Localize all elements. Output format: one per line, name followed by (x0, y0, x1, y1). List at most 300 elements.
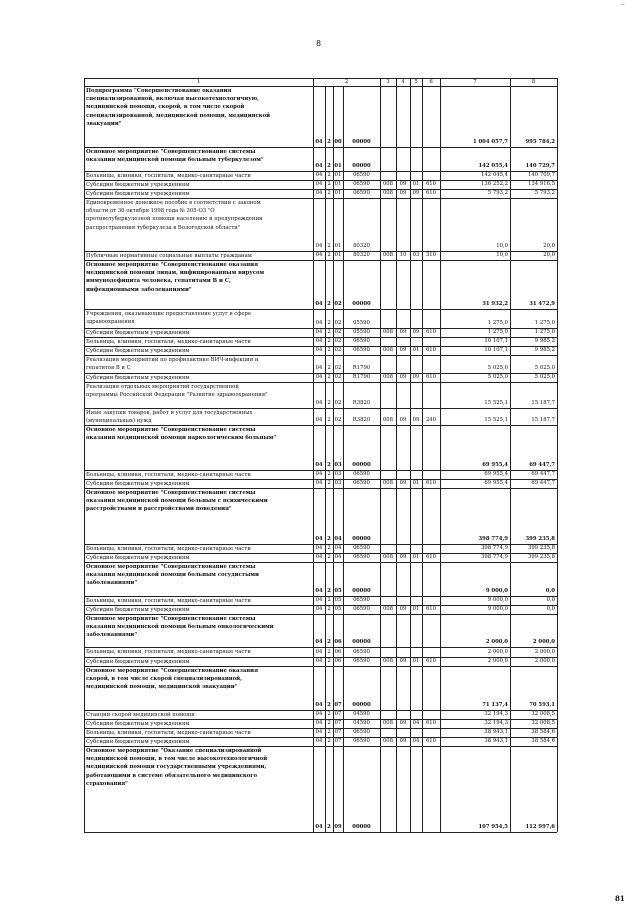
code-part: 04590 (353, 720, 370, 726)
code-part: 2 (327, 243, 331, 249)
classifier-cell: 310 (425, 252, 437, 258)
classifier-cell: 008 (382, 190, 394, 196)
header-cell: 1 (196, 79, 201, 85)
code-part: 04 (315, 702, 323, 708)
grid-line-v (325, 710, 326, 719)
code-part: 06590 (353, 729, 370, 735)
grid-line-v (325, 666, 326, 710)
code-part: 06590 (353, 471, 370, 477)
grid-line-v (325, 309, 326, 328)
amount-2024: 1 275,0 (534, 329, 555, 335)
row-name: Субсидии бюджетным учреждениям (86, 659, 190, 665)
classifier-cell: 008 (382, 347, 394, 353)
code-part: 00000 (352, 824, 371, 830)
grid-line-v (325, 544, 326, 553)
classifier-cell: 610 (425, 658, 437, 664)
code-part: R3820 (352, 400, 371, 406)
amount-2024: 32 008,5 (531, 711, 555, 717)
code-part: 2 (327, 720, 331, 726)
grid-line-v (333, 382, 334, 408)
amount-2023: 107 954,5 (478, 824, 508, 830)
code-part: 2 (327, 301, 331, 307)
grid-line-v (325, 382, 326, 408)
classifier-cell: 09 (412, 190, 420, 196)
classifier-cell: 04 (412, 738, 420, 744)
grid-line-v (325, 737, 326, 746)
grid-line-v (325, 562, 326, 596)
row-name: Субсидии бюджетным учреждениям (86, 607, 190, 613)
code-part: 00000 (352, 301, 371, 307)
row-name: Учреждения, оказывающие предоставление услуг в сфере здравоохранения (86, 311, 252, 326)
code-part: 2 (327, 139, 331, 145)
grid-line-v (333, 189, 334, 198)
amount-2023: 69 955,4 (484, 471, 508, 477)
grid-line-v (343, 728, 344, 737)
amount-2024: 32 008,5 (531, 720, 555, 726)
row-name: Больницы, клиники, госпитали, медико-санитарные части (86, 173, 251, 179)
row-name: Основное мероприятие "Оказание специализированной медицинской помощи, в том числе высокотехнологичной медицинской помощи государственными учреждениями, работающими в системе обязательного медицинского страхования" (86, 748, 268, 787)
grid-line-v (325, 198, 326, 251)
grid-line-v (343, 86, 344, 147)
code-part: 2 (327, 658, 331, 664)
code-part: 04 (315, 252, 323, 258)
row-name: Больницы, клиники, госпитали, медико-санитарные части (86, 598, 251, 604)
code-part: 2 (327, 374, 331, 380)
amount-2024: 0,0 (545, 588, 555, 594)
classifier-cell: 008 (382, 720, 394, 726)
grid-line-v (343, 328, 344, 337)
grid-line-v (333, 614, 334, 647)
code-part: 06590 (353, 606, 370, 612)
grid-line-v (333, 328, 334, 337)
edge-mark-bottom: 81 (615, 894, 625, 903)
grid-line-v (325, 425, 326, 470)
grid-line-v (343, 171, 344, 180)
code-part: 00000 (352, 536, 371, 542)
budget-table (84, 78, 557, 832)
code-part: 02 (334, 329, 342, 335)
code-part: 2 (327, 163, 331, 169)
code-part: 04 (315, 639, 323, 645)
code-part: 2 (327, 338, 331, 344)
classifier-cell: 008 (382, 658, 394, 664)
classifier-cell: 09 (412, 417, 420, 423)
grid-line-v (343, 147, 344, 171)
grid-line-v (333, 470, 334, 479)
code-part: 2 (327, 400, 331, 406)
code-part: 04 (315, 347, 323, 353)
grid-line-v (343, 737, 344, 746)
code-part: 06590 (353, 347, 370, 353)
code-part: 04 (315, 649, 323, 655)
row-name: Больницы, клиники, госпитали, медико-санитарные части (86, 339, 251, 345)
row-name: Основное мероприятие "Совершенствование системы оказания медицинской помощи больным онкологическими заболеваниями" (86, 616, 274, 639)
row-name: Субсидии бюджетным учреждениям (86, 182, 190, 188)
classifier-cell: 008 (382, 606, 394, 612)
amount-2023: 1 004 057,7 (472, 139, 508, 145)
code-part: 06590 (353, 172, 370, 178)
grid-line-v (333, 309, 334, 328)
row-name: Больницы, клиники, госпитали, медико-санитарные части (86, 546, 251, 552)
header-cell: 4 (401, 79, 405, 85)
classifier-cell: 008 (382, 738, 394, 744)
code-part: 2 (327, 711, 331, 717)
code-part: 07 (334, 738, 342, 744)
grid-line-v (325, 605, 326, 614)
row-name: Основное мероприятие "Совершенствование оказания медицинской помощи лицам, инфицированным вирусом иммунодефицита человека, гепатитами В и С, инфекционными заболеваниями" (86, 262, 265, 293)
grid-line-v (343, 425, 344, 470)
code-part: 02 (334, 301, 342, 307)
grid-line-v (325, 337, 326, 346)
grid-line-v (343, 488, 344, 544)
code-part: 04 (315, 417, 323, 423)
amount-2024: 1 275,0 (534, 320, 555, 326)
code-part: 03 (334, 471, 342, 477)
code-part: 05590 (353, 320, 370, 326)
code-part: 00000 (352, 588, 371, 594)
classifier-cell: 09 (399, 181, 407, 187)
classifier-cell: 10 (399, 252, 407, 258)
amount-2024: 140 729,7 (525, 163, 555, 169)
classifier-cell: 008 (382, 480, 394, 486)
code-part: 06590 (353, 597, 370, 603)
code-part: 80320 (353, 252, 370, 258)
amount-2024: 140 709,7 (528, 172, 555, 178)
classifier-cell: 09 (399, 658, 407, 664)
classifier-cell: 09 (399, 347, 407, 353)
grid-line-v (343, 553, 344, 562)
code-part: 07 (334, 711, 342, 717)
grid-line-v (333, 355, 334, 373)
amount-2024: 399 235,8 (528, 554, 555, 560)
header-cell: 7 (473, 79, 477, 85)
grid-line-v (343, 710, 344, 719)
row-name: Основное мероприятие "Совершенствование системы оказания медицинской помощи больным с психическими расстройствами и расстройствами поведения" (86, 490, 268, 513)
grid-line-v (333, 198, 334, 251)
amount-2023: 10,0 (496, 243, 508, 249)
code-part: 04 (315, 301, 323, 307)
amount-2023: 32 194,3 (484, 720, 508, 726)
grid-line-v (333, 425, 334, 470)
classifier-cell: 610 (425, 374, 437, 380)
row-name: Субсидии бюджетным учреждениям (86, 330, 190, 336)
amount-2024: 399 235,8 (525, 536, 555, 542)
code-part: 06590 (353, 338, 370, 344)
code-part: 06590 (353, 190, 370, 196)
header-cell: 5 (414, 79, 418, 85)
code-part: 02 (334, 417, 342, 423)
grid-line-v (333, 710, 334, 719)
grid-line-v (343, 408, 344, 425)
classifier-cell: 610 (425, 181, 437, 187)
amount-2024: 38 584,6 (531, 738, 555, 744)
header-cell: 3 (386, 79, 390, 85)
grid-line-v (325, 260, 326, 309)
grid-line-v (325, 657, 326, 666)
grid-line-v (333, 488, 334, 544)
grid-line-h (84, 832, 557, 833)
classifier-cell: 01 (412, 658, 420, 664)
amount-2024: 69 447,7 (529, 462, 555, 468)
code-part: R1790 (352, 374, 371, 380)
code-part: 06590 (353, 181, 370, 187)
row-name: Публичные нормативные социальные выплаты гражданам (86, 253, 252, 259)
row-name: Основное мероприятие "Совершенствование оказания скорой, в том числе скорой специализированной, медицинской помощи, медицинской эвакуации" (86, 668, 258, 691)
code-part: 2 (327, 606, 331, 612)
code-part: 2 (327, 320, 331, 326)
classifier-cell: 09 (412, 374, 420, 380)
code-part: 04 (315, 139, 323, 145)
code-part: 2 (327, 824, 331, 830)
classifier-cell: 01 (412, 606, 420, 612)
code-part: 06 (334, 639, 342, 645)
grid-line-v (343, 346, 344, 355)
row-name: Больницы, клиники, госпитали, медико-санитарные части (86, 472, 251, 478)
grid-line-v (325, 596, 326, 605)
row-name: Основное мероприятие "Совершенствование системы оказания медицинской помощи больным сосудистыми заболеваниями" (86, 564, 259, 587)
code-part: 02 (334, 365, 342, 371)
row-name: Реализация мероприятий по профилактике ВИЧ-инфекции и гепатитов В и С (86, 357, 259, 372)
code-part: 00000 (352, 702, 371, 708)
grid-line-v (343, 614, 344, 647)
grid-line-v (333, 596, 334, 605)
grid-line-v (333, 719, 334, 728)
row-name: Субсидии бюджетным учреждениям (86, 481, 190, 487)
amount-2024: 112 997,6 (525, 824, 555, 830)
code-part: 02 (334, 374, 342, 380)
grid-line-v (325, 614, 326, 647)
code-part: 2 (327, 545, 331, 551)
grid-line-v (343, 647, 344, 657)
grid-line-v (333, 666, 334, 710)
grid-line-v (333, 544, 334, 553)
grid-line-v (333, 346, 334, 355)
classifier-cell: 01 (412, 554, 420, 560)
grid-line-v (343, 479, 344, 488)
code-part: 00000 (352, 163, 371, 169)
amount-2024: 2 000,0 (534, 658, 555, 664)
amount-2023: 2 000,0 (485, 639, 508, 645)
grid-line-v (84, 78, 85, 832)
code-part: 04 (315, 536, 323, 542)
amount-2024: 20,0 (543, 252, 555, 258)
code-part: 2 (327, 536, 331, 542)
code-part: 01 (334, 252, 342, 258)
code-part: R1790 (352, 365, 371, 371)
amount-2024: 70 593,1 (529, 702, 555, 708)
grid-line-v (325, 147, 326, 171)
code-part: 2 (327, 172, 331, 178)
grid-line-v (343, 657, 344, 666)
code-part: 04 (315, 545, 323, 551)
classifier-cell: 008 (382, 417, 394, 423)
grid-line-v (343, 189, 344, 198)
code-part: 04 (334, 536, 342, 542)
amount-2023: 69 955,4 (482, 462, 508, 468)
code-part: 06590 (353, 738, 370, 744)
code-part: 2 (327, 190, 331, 196)
classifier-cell: 09 (399, 480, 407, 486)
code-part: 04590 (353, 711, 370, 717)
code-part: 07 (334, 702, 342, 708)
grid-line-v (325, 251, 326, 260)
amount-2023: 38 943,1 (484, 738, 508, 744)
amount-2023: 10,0 (496, 252, 508, 258)
amount-2024: 2 000,0 (532, 639, 555, 645)
code-part: 2 (327, 702, 331, 708)
classifier-cell: 01 (412, 347, 420, 353)
grid-line-v (343, 719, 344, 728)
amount-2023: 5 025,0 (487, 365, 508, 371)
classifier-cell: 008 (382, 181, 394, 187)
amount-2023: 38 943,1 (484, 729, 508, 735)
code-part: 04 (315, 163, 323, 169)
grid-line-v (333, 86, 334, 147)
code-part: 04 (334, 545, 342, 551)
amount-2023: 9 000,0 (487, 606, 508, 612)
code-part: 06 (334, 658, 342, 664)
grid-line-v (325, 373, 326, 382)
code-part: 2 (327, 639, 331, 645)
code-part: 05590 (353, 329, 370, 335)
code-part: 00 (334, 139, 342, 145)
row-name: Единовременное денежное пособие в соответствии с законом области от 30 октября 1998 года № 305-ОЗ "О противотуберкулезной помощи населению и предупреждении распространения туберкулеза в Вологодской области" (86, 200, 263, 231)
grid-line-v (343, 251, 344, 260)
code-part: 06590 (353, 480, 370, 486)
code-part: 04 (315, 190, 323, 196)
code-part: 04 (315, 338, 323, 344)
code-part: 01 (334, 190, 342, 196)
amount-2024: 31 472,9 (529, 301, 555, 307)
code-part: 02 (334, 347, 342, 353)
amount-2024: 5 025,0 (534, 374, 555, 380)
amount-2023: 9 000,0 (487, 597, 508, 603)
code-part: 02 (334, 320, 342, 326)
code-part: 2 (327, 588, 331, 594)
code-part: 2 (327, 649, 331, 655)
amount-2024: 15 187,7 (531, 417, 555, 423)
grid-line-v (333, 479, 334, 488)
grid-line-v (343, 746, 344, 832)
code-part: 2 (327, 252, 331, 258)
amount-2023: 32 194,3 (484, 711, 508, 717)
code-part: 04 (315, 606, 323, 612)
amount-2024: 9 985,2 (534, 347, 555, 353)
grid-line-v (333, 171, 334, 180)
code-part: 04 (315, 729, 323, 735)
grid-line-v (333, 337, 334, 346)
amount-2024: 0,0 (546, 597, 555, 603)
grid-line-v (333, 746, 334, 832)
grid-line-v (343, 470, 344, 479)
classifier-cell: 09 (399, 606, 407, 612)
grid-line-v (343, 355, 344, 373)
code-part: 04 (315, 554, 323, 560)
grid-line-v (325, 86, 326, 147)
code-part: 04 (315, 462, 323, 468)
amount-2023: 2 000,0 (487, 658, 508, 664)
code-part: 01 (334, 172, 342, 178)
amount-2023: 142 045,4 (481, 172, 508, 178)
grid-line-v (325, 553, 326, 562)
grid-line-v (325, 355, 326, 373)
grid-line-v (333, 180, 334, 189)
grid-line-v (333, 553, 334, 562)
row-name: Субсидии бюджетным учреждениям (86, 721, 190, 727)
code-part: 04 (315, 243, 323, 249)
classifier-cell: 240 (425, 417, 437, 423)
amount-2024: 2 000,0 (534, 649, 555, 655)
amount-2023: 142 055,4 (478, 163, 508, 169)
grid-line-v (325, 180, 326, 189)
code-part: 04 (315, 588, 323, 594)
amount-2024: 69 447,7 (531, 480, 555, 486)
code-part: 2 (327, 417, 331, 423)
code-part: 04 (315, 738, 323, 744)
amount-2023: 1 275,0 (487, 329, 508, 335)
grid-line-v (325, 189, 326, 198)
amount-2023: 1 275,0 (487, 320, 508, 326)
grid-line-v (333, 605, 334, 614)
amount-2023: 136 252,2 (481, 181, 508, 187)
code-part: 04 (315, 658, 323, 664)
code-part: 06590 (353, 658, 370, 664)
grid-line-v (343, 544, 344, 553)
code-part: 2 (327, 471, 331, 477)
code-part: 2 (327, 347, 331, 353)
amount-2023: 5 793,2 (487, 190, 508, 196)
amount-2024: 399 235,8 (528, 545, 555, 551)
classifier-cell: 610 (425, 720, 437, 726)
classifier-cell: 610 (425, 480, 437, 486)
grid-line-v (325, 479, 326, 488)
code-part: 00000 (352, 139, 371, 145)
grid-line-v (333, 147, 334, 171)
code-part: 07 (334, 729, 342, 735)
grid-line-v (343, 382, 344, 408)
code-part: 05 (334, 588, 342, 594)
grid-line-v (343, 260, 344, 309)
grid-line-v (343, 373, 344, 382)
amount-2023: 398 774,9 (478, 536, 508, 542)
code-part: 2 (327, 181, 331, 187)
grid-line-v (325, 719, 326, 728)
amount-2023: 5 025,0 (487, 374, 508, 380)
amount-2024: 5 793,2 (534, 190, 555, 196)
grid-line-v (333, 408, 334, 425)
grid-line-v (325, 171, 326, 180)
grid-line-v (325, 346, 326, 355)
row-name: Подпрограмма "Совершенствование оказания специализированной, включая высокотехнологичную, медицинской помощи, скорой, в том числе скорой специализированной, медицинской помощи, медицинской эвакуации" (86, 88, 271, 127)
grid-line-v (333, 728, 334, 737)
code-part: 07 (334, 720, 342, 726)
classifier-cell: 03 (412, 252, 420, 258)
classifier-cell: 610 (425, 190, 437, 196)
amount-2024: 995 784,2 (525, 139, 555, 145)
page-number: 8 (316, 39, 322, 48)
code-part: 04 (315, 720, 323, 726)
code-part: 2 (327, 329, 331, 335)
code-part: 05 (334, 597, 342, 603)
amount-2024: 69 447,7 (531, 471, 555, 477)
amount-2023: 9 000,0 (485, 588, 508, 594)
amount-2024: 15 187,7 (531, 400, 555, 406)
classifier-cell: 01 (412, 181, 420, 187)
grid-line-v (333, 657, 334, 666)
code-part: 06 (334, 649, 342, 655)
code-part: 00000 (352, 639, 371, 645)
code-part: 04 (315, 329, 323, 335)
